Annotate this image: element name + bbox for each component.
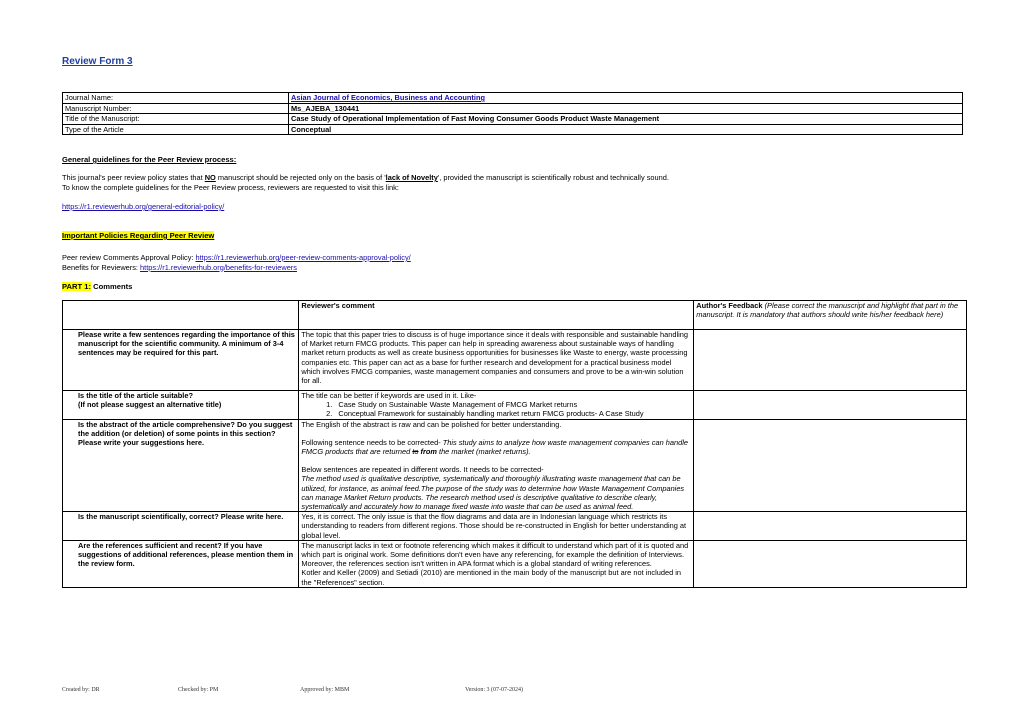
policies-heading: Important Policies Regarding Peer Review	[62, 231, 215, 240]
comment-abstract-correction	[301, 438, 691, 456]
reviewer-comment-header: Reviewer's comment	[299, 301, 694, 330]
feedback-title[interactable]	[694, 391, 967, 420]
comment-title-intro: The title can be better if keywords are used in it. Like-	[301, 391, 477, 400]
footer-version: Version: 3 (07-07-2024)	[465, 687, 523, 693]
footer-checked-by: Checked by: PM	[178, 687, 219, 693]
journal-name-link[interactable]: Asian Journal of Economics, Business and Accounting	[291, 93, 485, 102]
approval-policy-link[interactable]: https://r1.reviewerhub.org/peer-review-comments-approval-policy/	[195, 253, 411, 262]
author-feedback-header	[694, 301, 967, 330]
text: ', provided the manuscript is scientifically robust and technically sound.	[437, 173, 669, 182]
guidelines-line-1	[62, 173, 669, 183]
text: the market (market returns).	[436, 447, 531, 457]
footer-approved-by: Approved by: MBM	[300, 687, 350, 693]
question-importance: Please write a few sentences regarding the importance of this manuscript for the scientific community. A minimum of 3-4 sentences may be required for this part.	[63, 330, 299, 391]
approval-policy-row	[62, 253, 411, 263]
comment-references-line-1: The manuscript lacks in text or footnote referencing which makes it difficult to understand which part of it is quoted and which part is original work. Some definitions don't even have any referencing, for example the definition of Interviews. Moreover, the references section isn't written in APA format which is a global standard of writing references.	[301, 540, 689, 569]
text: manuscript should be rejected only on the basis of '	[215, 173, 386, 182]
feedback-importance[interactable]	[694, 330, 967, 391]
manuscript-title-value: Case Study of Operational Implementation of Fast Moving Consumer Goods Product Waste Management	[289, 114, 963, 125]
part-label: PART 1:	[62, 282, 91, 291]
question-title-line-2: (If not please suggest an alternative title)	[78, 400, 222, 410]
table-row	[63, 391, 967, 420]
table-row	[63, 540, 967, 587]
question-header	[63, 301, 299, 330]
editorial-policy-link-row	[62, 202, 224, 212]
guidelines-line-2: To know the complete guidelines for the Peer Review process, reviewers are requested to visit this link:	[62, 182, 399, 192]
text: Following sentence needs to be corrected-	[301, 437, 443, 447]
table-header-row	[63, 301, 967, 330]
table-row	[63, 512, 967, 541]
corrected-word: from	[418, 447, 437, 457]
editorial-policy-link[interactable]: https://r1.reviewerhub.org/general-editorial-policy/	[62, 202, 225, 211]
struck-word: to	[412, 447, 419, 457]
manuscript-number-value: Ms_AJEBA_130441	[289, 103, 963, 114]
policies-heading-row	[62, 231, 214, 241]
comment-references-line-2: Kotler and Keller (2009) and Setiadi (2010) are mentioned in the main body of the manuscript but are not included in the "References" section.	[301, 568, 682, 587]
question-abstract: Is the abstract of the article comprehensive? Do you suggest the addition (or deletion) of some points in this section? Please write your suggestions here.	[63, 419, 299, 512]
novelty-emphasis: lack of Novelty	[385, 173, 438, 182]
text: This journal's peer review policy states that	[62, 173, 205, 182]
question-title-line-1: Is the title of the article suitable?	[78, 391, 193, 400]
journal-name-value[interactable]	[289, 93, 963, 104]
list-item: 1. Case Study on Sustainable Waste Management of FMCG Market returns	[334, 400, 691, 409]
article-type-label: Type of the Article	[63, 124, 289, 135]
comment-abstract-repeat-note: Below sentences are repeated in different words. It needs to be corrected-	[301, 465, 544, 475]
part-title: Comments	[90, 282, 133, 291]
form-title: Review Form 3	[62, 56, 133, 67]
guidelines-heading: General guidelines for the Peer Review process:	[62, 155, 237, 164]
comment-title	[299, 391, 694, 420]
part-heading	[62, 282, 132, 291]
comment-abstract-line-1: The English of the abstract is raw and can be polished for better understanding.	[301, 419, 562, 429]
comments-table	[62, 300, 967, 588]
question-title	[63, 391, 299, 420]
table-row	[63, 124, 963, 135]
benefits-link[interactable]: https://r1.reviewerhub.org/benefits-for-reviewers	[140, 262, 297, 272]
table-row	[63, 93, 963, 104]
author-feedback-instructions: (Please correct the manuscript and highlight that part in the manuscript. It is mandatory that authors should write his/her feedback here)	[696, 301, 959, 320]
feedback-scientific[interactable]	[694, 512, 967, 541]
table-row	[63, 114, 963, 125]
text: This study aims to analyze how waste management companies can handle FMCG products that are returned	[301, 437, 688, 457]
table-row	[63, 330, 967, 391]
journal-name-label: Journal Name:	[63, 93, 289, 104]
comment-importance: The topic that this paper tries to discuss is of huge importance since it deals with responsible and sustainable handling of Market return FMCG products. This paper can help in spreading awareness about sustainable ways of handling market return products as well as create business opportunities for businesses like Waste to energy, waste processing companies etc. This paper can act as a base for further research and development for a practical business model which involves FMCG companies, waste management companies and consumers and prove to be a win-win solution for all.	[299, 330, 694, 391]
manuscript-title-label: Title of the Manuscript:	[63, 114, 289, 125]
comment-scientific: Yes, it is correct. The only issue is that the flow diagrams and data are in Indonesian language which restricts its understanding to readers from different regions. Those should be re-constructed in English for better understanding at global level.	[299, 512, 694, 541]
question-scientific: Is the manuscript scientifically, correct? Please write here.	[63, 512, 299, 541]
question-references: Are the references sufficient and recent? If you have suggestions of additional references, please mention them in the review form.	[63, 540, 299, 587]
footer-created-by: Created by: DR	[62, 687, 100, 693]
guidelines-paragraph	[62, 173, 669, 192]
comment-references	[299, 540, 694, 587]
comment-abstract-repeat-quote: The method used is qualitative descriptive, systematically and thoroughly illustrating waste management that can be utilized, for instance, as animal feed.The purpose of the study was to determine how Waste Management Companies can manage Market Return products. The research method used is descriptive qualitative to describe clearly, systematically and accurately how to manage fixed waste into waste that can be used as animal feed.	[301, 474, 685, 512]
no-emphasis: NO	[204, 173, 216, 182]
list-item: 2. Conceptual Framework for sustainably handling market return FMCG products- A Case Study	[334, 409, 691, 418]
benefits-label: Benefits for Reviewers:	[62, 262, 141, 272]
feedback-abstract[interactable]	[694, 419, 967, 512]
author-feedback-title: Author's Feedback	[696, 301, 763, 310]
table-row	[63, 419, 967, 512]
manuscript-info-table	[62, 92, 963, 135]
manuscript-number-label: Manuscript Number:	[63, 103, 289, 114]
benefits-row	[62, 263, 411, 273]
comment-abstract	[299, 419, 694, 512]
table-row	[63, 103, 963, 114]
feedback-references[interactable]	[694, 540, 967, 587]
policies-links	[62, 253, 411, 272]
approval-policy-label: Peer review Comments Approval Policy:	[62, 253, 196, 262]
article-type-value: Conceptual	[289, 124, 963, 135]
